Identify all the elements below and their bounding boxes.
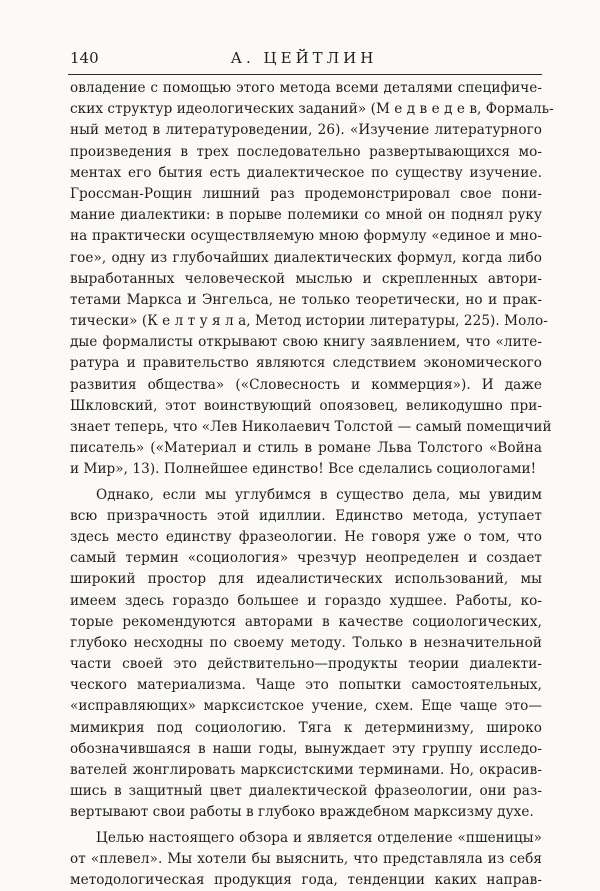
page-number: 140 xyxy=(70,49,99,67)
text-line: глубоко несходны по своему методу. Только в незначительной xyxy=(70,634,542,651)
text-line: ментах его бытия есть диалектическое по существу изучение. xyxy=(70,164,542,181)
paragraph xyxy=(70,828,542,891)
text-line: овладение с помощью этого метода всеми деталями специфиче- xyxy=(70,80,542,96)
text-line: знает теперь, что «Лев Николаевич Толстой — самый помещичий xyxy=(70,419,552,435)
text-line: Гроссман-Рощин лишний раз продемонстрировал свое пони- xyxy=(70,185,542,202)
text-line: Однако, если мы углубимся в существо дела, мы увидим xyxy=(96,486,542,503)
text-line: мание диалектики: в порыве полемики со мной он поднял руку xyxy=(70,207,542,224)
text-line: всю призрачность этой идиллии. Единство метода, уступает xyxy=(70,507,542,524)
text-line: выработанных человеческой мыслью и скрепленных автори- xyxy=(70,270,542,287)
text-line: части своей это действительно—продукты теории диалекти- xyxy=(70,656,542,673)
text-line: на практически осуществляемую мною формулу «единое и мно- xyxy=(70,228,542,245)
text-line: произведения в трех последовательно развертывающихся мо- xyxy=(70,143,542,160)
text-line: торые рекомендуются авторами в качестве социологических, xyxy=(70,613,542,630)
text-line: ный метод в литературоведении, 26). «Изучение литературного xyxy=(70,122,542,139)
text-line: широкий простор для идеалистических использований, мы xyxy=(70,571,542,588)
text-line: развития общества» («Словесность и коммерция»). И даже xyxy=(70,376,542,393)
text-line: от «плевел». Мы хотели бы выяснить, что представляла из себя xyxy=(70,850,542,867)
text-line: мимикрия под социологию. Тяга к детерминизму, широко xyxy=(70,719,542,736)
text-line: и Мир», 13). Полнейшее единство! Все сделались социологами! xyxy=(70,461,537,478)
text-line: здесь место единству фразеологии. Не говоря уже о том, что xyxy=(70,528,542,545)
text-line: методологическая продукция года, тенденции каких направ- xyxy=(70,871,542,888)
running-head: А. ЦЕЙТЛИН xyxy=(230,49,378,67)
text-line: Целью настоящего обзора и является отделение «пшеницы» xyxy=(96,829,542,846)
text-line: имеем здесь гораздо большее и гораздо худшее. Работы, ко- xyxy=(70,592,542,609)
text-line: ских структур идеологических заданий» (М е д в е д е в, Формаль- xyxy=(70,101,554,118)
paragraph xyxy=(70,485,542,824)
body-text xyxy=(70,78,554,891)
page-header xyxy=(68,48,540,72)
text-line: писатель» («Материал и стиль в романе Льва Толстого «Война xyxy=(70,440,542,457)
header-rule xyxy=(68,74,542,75)
text-line: вателей жонглировать марксистскими терминами. Но, окрасив- xyxy=(70,762,542,778)
text-line: вертывают свои работы в глубоко враждебном марксизму духе. xyxy=(70,804,534,821)
text-line: дые формалисты открывают свою книгу заявлением, что «лите- xyxy=(70,334,542,351)
text-line: тически» (К е л т у я л а, Метод истории литературы, 225). Моло- xyxy=(70,313,548,330)
text-line: ческого материализма. Чаще это попытки самостоятельных, xyxy=(70,677,542,694)
text-line: шись в защитный цвет диалектической фразеологии, они раз- xyxy=(70,783,542,800)
text-line: самый термин «социология» чрезчур неопределен и создает xyxy=(70,550,542,567)
text-line: гое», одну из глубочайших диалектических формул, когда либо xyxy=(70,249,542,266)
paragraph xyxy=(70,78,554,481)
text-line: тетами Маркса и Энгельса, не только теоретически, но и прак- xyxy=(70,291,542,308)
text-line: обозначившаяся в наши годы, вынуждает эту группу исследо- xyxy=(70,740,542,757)
text-line: «исправляющих» марксистское учение, схем. Еще чаще это— xyxy=(70,698,542,715)
text-line: ратура и правительство являются следствием экономического xyxy=(70,355,542,372)
text-line: Шкловский, этот воинствующий опоязовец, великодушно при- xyxy=(70,397,542,414)
